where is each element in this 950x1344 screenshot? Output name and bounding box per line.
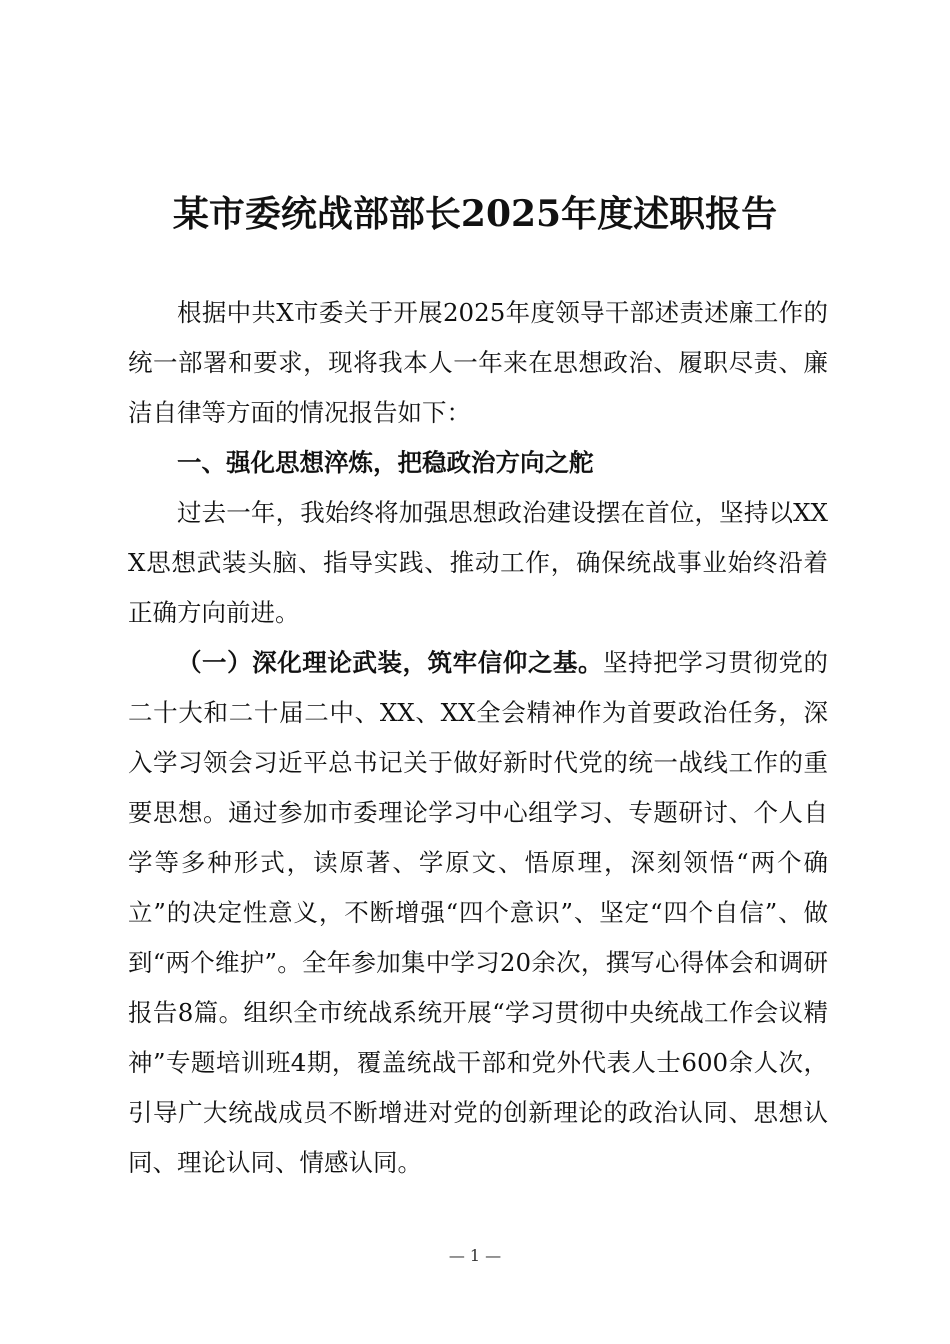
subsection-1-paragraph xyxy=(128,638,828,1188)
intro-paragraph: 根据中共X市委关于开展2025年度领导干部述责述廉工作的统一部署和要求，现将我本人一年来在思想政治、履职尽责、廉洁自律等方面的情况报告如下： xyxy=(128,298,828,427)
subsection-1-body: 坚持把学习贯彻党的二十大和二十届二中、XX、XX全会精神作为首要政治任务，深入学习领会习近平总书记关于做好新时代党的统一战线工作的重要思想。通过参加市委理论学习中心组学习、专题研讨、个人自学等多种形式，读原著、学原文、悟原理，深刻领悟“两个确立”的决定性意义，不断增强“四个意识”、坚定“四个自信”、做到“两个维护”。全年参加集中学习20余次，撰写心得体会和调研报告8篇。组织全市统战系统开展“学习贯彻中央统战工作会议精神”专题培训班4期，覆盖统战干部和党外代表人士600余人次，引导广大统战成员不断增进对党的创新理论的政治认同、思想认同、理论认同、情感认同。 xyxy=(128,648,829,1177)
section-1-heading: 一、强化思想淬炼，把稳政治方向之舵 xyxy=(177,448,594,477)
document-title: 某市委统战部部长2025年度述职报告 xyxy=(172,193,778,235)
section-1-paragraph: 过去一年，我始终将加强思想政治建设摆在首位，坚持以XXX思想武装头脑、指导实践、推动工作，确保统战事业始终沿着正确方向前进。 xyxy=(128,498,828,627)
subsection-1-lead: （一）深化理论武装，筑牢信仰之基。 xyxy=(177,648,604,677)
document-body xyxy=(128,288,828,1188)
page-number: — 1 — xyxy=(448,1246,502,1265)
